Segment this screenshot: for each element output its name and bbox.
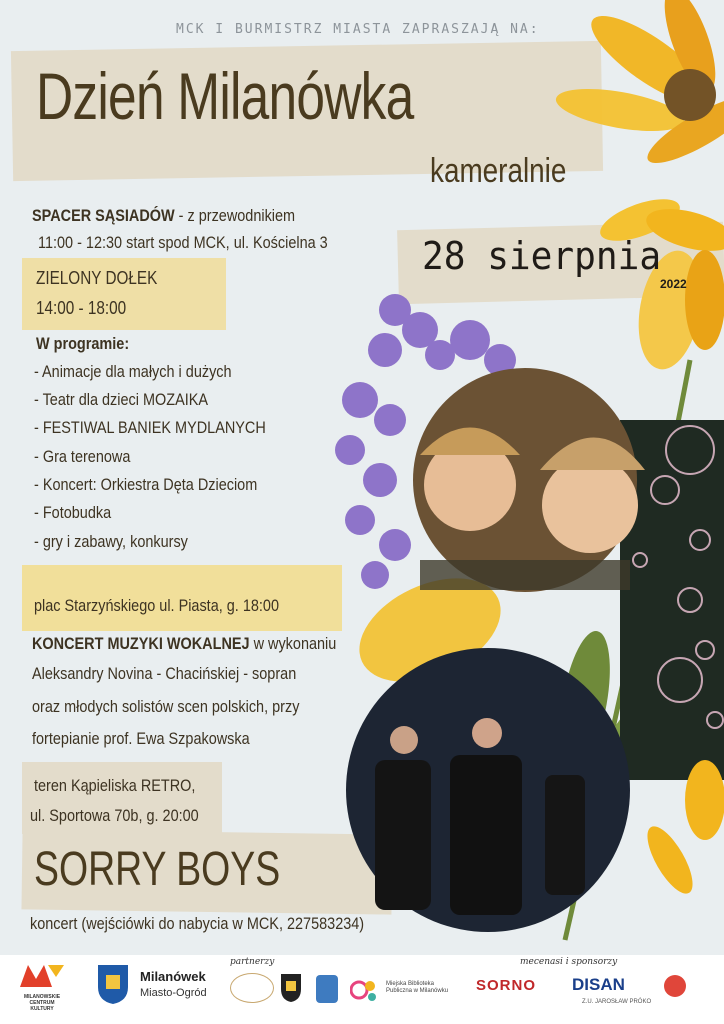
retro-line2: ul. Sportowa 70b, g. 20:00 (30, 806, 199, 825)
library-logo (350, 977, 380, 1008)
city-name: Milanówek (140, 969, 206, 984)
sponsors-bar (0, 955, 724, 1024)
program-item: - FESTIWAL BANIEK MYDLANYCH (34, 418, 266, 437)
green-time: 14:00 - 18:00 (36, 298, 127, 318)
partners-label: partnerzy (230, 957, 275, 967)
mck-logo (18, 963, 66, 1012)
zhp-logo (316, 975, 338, 1003)
walk-heading (32, 206, 295, 226)
crest-icon (96, 963, 130, 1005)
retro-line1: teren Kąpieliska RETRO, (34, 776, 196, 795)
band-note: koncert (wejściówki do nabycia w MCK, 227583234) (30, 914, 365, 933)
bakery-logo (664, 975, 686, 997)
program-item: - Gra terenowa (34, 447, 131, 466)
page-title: Dzień Milanówka (36, 59, 414, 133)
mck-logo-text: MILANOWSKIE CENTRUM KULTURY (23, 994, 61, 1012)
club-logo (280, 973, 302, 1008)
concert-heading (32, 634, 336, 654)
disan-logo: DISAN (572, 975, 625, 994)
jarosz-logo: Z.U. JAROSŁAW PRÓKO (582, 999, 652, 1005)
milanowek-crest (96, 963, 130, 1010)
concert-place: plac Starzyńskiego ul. Piasta, g. 18:00 (34, 596, 279, 615)
sorno-logo: SORNO (476, 977, 537, 994)
concert-line: fortepianie prof. Ewa Szpakowska (32, 729, 250, 748)
concert-line: oraz młodych solistów scen polskich, przy (32, 697, 300, 716)
concert-line: Aleksandry Novina - Chacińskiej - sopran (32, 664, 297, 683)
event-date: 28 sierpnia (422, 234, 662, 278)
program-item: - Animacje dla małych i dużych (34, 362, 232, 381)
shield-icon (280, 973, 302, 1003)
band-name: SORRY BOYS (34, 843, 281, 896)
sunflower-icon (553, 0, 724, 174)
orchestra-logo (230, 973, 274, 1003)
concert-title: KONCERT MUZYKI WOKALNEJ (32, 634, 250, 653)
mck-logo-icon (18, 963, 66, 989)
walk-title: SPACER SĄSIADÓW (32, 206, 175, 225)
invitation-line: MCK I BURMISTRZ MIASTA ZAPRASZAJĄ NA: (176, 22, 540, 37)
sponsors-label: mecenasi i sponsorzy (520, 957, 618, 967)
program-item: - gry i zabawy, konkursy (34, 532, 188, 551)
walk-suffix: - z przewodnikiem (174, 206, 296, 225)
program-item: - Koncert: Orkiestra Dęta Dzieciom (34, 475, 258, 494)
walk-details: 11:00 - 12:30 start spod MCK, ul. Kościelna 3 (38, 233, 328, 252)
program-heading: W programie: (36, 334, 130, 353)
program-item: - Teatr dla dzieci MOZAIKA (34, 390, 208, 409)
program-item: - Fotobudka (34, 503, 112, 522)
library-icon (350, 977, 380, 1003)
city-sub: Miasto-Ogród (140, 987, 207, 999)
library-text: Miejska Biblioteka Publiczna w Milanówku (386, 981, 449, 994)
event-year: 2022 (660, 277, 687, 291)
concert-title-suffix: w wykonaniu (249, 634, 337, 653)
green-place: ZIELONY DOŁEK (36, 268, 158, 288)
page-subtitle: kameralnie (430, 152, 567, 190)
